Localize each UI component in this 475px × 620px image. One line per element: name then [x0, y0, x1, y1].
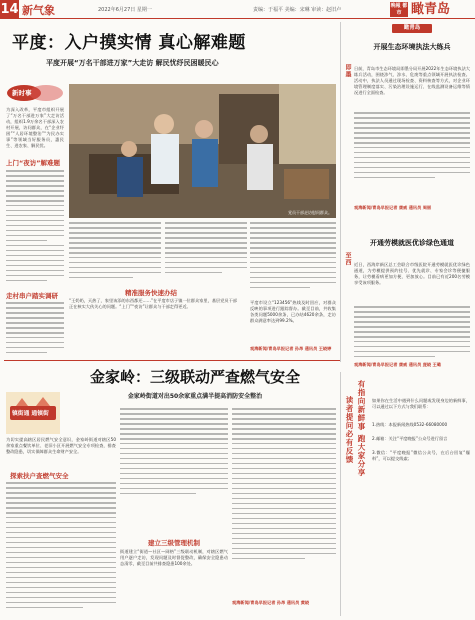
section-divider — [4, 360, 340, 361]
article-1-heading-2: 走村串户踏实调研 — [6, 292, 58, 300]
article-2-intro: 为切实提高辖区居民燃气安全意识，金家岭街道对辖区50余家重点餐饮单位、老旧小区开展燃气安全专项检查，排查整改隐患，切实保障群众生命财产安全。 — [6, 437, 116, 454]
article-2-headline — [50, 366, 340, 400]
article-2-title: 金家岭：三级联动严查燃气安全 — [89, 368, 300, 386]
badge-label: 新时事 — [12, 89, 32, 97]
section-title: 新气象 — [22, 4, 55, 17]
column-divider-2 — [340, 372, 341, 616]
article-1-heading-1: 上门“夜访”解难题 — [6, 159, 61, 167]
sidebar-article-lines — [354, 112, 470, 182]
article-2-col1-lines — [6, 482, 116, 612]
sidebar-bottom-item-1: 1.热线：本报新闻热线0532-66080000 — [372, 422, 448, 427]
article-1-byline: 观海新闻/青岛早报记者 孙昂 通讯员 王晓婷 — [250, 346, 332, 351]
article-1-title: 平度：入户摸实情 真心解难题 — [12, 33, 246, 53]
article-1-photo — [69, 84, 336, 218]
sidebar-tag: 瞰青岛 — [392, 24, 432, 33]
article-1-heading-3: 精准服务快速办结 — [125, 289, 177, 297]
sidebar-byline-2: 观海新闻/青岛早报记者 康威 通讯员 庞晓 王璐 — [354, 362, 441, 367]
article-2-col3-lines — [232, 408, 336, 563]
article-1-col2-text — [69, 222, 161, 282]
sidebar-bottom-item-3: 3.微信：“平度晚报”微信公众号，在后台回复“爆料”，可以提交线索； — [372, 450, 470, 461]
sidebar-bottom-vertical-2: 有指向新鲜事 跑大家分享 — [357, 380, 366, 478]
article-2-subtitle: 金家岭街道对出50余家重点满半提高消防安全整治 — [127, 393, 263, 400]
article-2-byline: 观海新闻/青岛早报记者 孙昂 通讯员 黄晓 — [232, 600, 310, 605]
page-header — [0, 0, 475, 19]
photo-visit-scene — [69, 84, 336, 218]
article-2-mid-text: 街道建立“街道—社区—网格”三级联动机制，对辖区燃气用户逐户走访，发现问题及时督促整改，确保安全隐患动态清零，截至目前共排查隐患100余处。 — [120, 549, 228, 566]
sidebar-article-2-title: 开通劳模就医优诊绿色通道 — [370, 239, 454, 247]
article-1-col1-text — [6, 170, 64, 285]
article-1-end-text: 平度市设立“123456”热线及时回应，对群众反映的事项进行跟踪督办。截至目前，共收集各类问题5000余条，已办结4620余条，走访群众满意率达到99.2%。 — [250, 300, 336, 323]
brand-box: 晚報 都市 — [390, 2, 408, 16]
brand-logo — [390, 2, 471, 17]
article-2-badge-image — [6, 392, 60, 434]
article-1-mid-text: “王奶奶，天热了，家里该添的东西都还……”在平度市店子镇一位群众家里，基层党员干部正在核实大伙关心的问题。“上门”“夜访”让群众与干部走得更近。 — [69, 298, 237, 309]
sidebar-article-2-lines — [354, 306, 470, 361]
article-1-intro: 为深入改革，平度市组织开展了“万名干部进万家”大走访活动，组织1.9万余名干部深入农村开展，访问群众，在“企业纾困”“人居环境整治”“为民办实事”等领域当好服务员，惠民生、进农家、解民忧。 — [6, 107, 64, 148]
article-1-col3-text — [165, 222, 247, 277]
photo-caption: 党员干部走访慰问群众。 — [288, 210, 332, 215]
article-2-heading-1: 探索扶户查燃气安全 — [10, 472, 69, 480]
sidebar-article-body: 日前，青岛市生态环境局即墨分局开展2022年生态环境执法大练兵活动，围绕涉气、涉水、危废等重点领域开展执法检查。活动中，执法人员通过现场检查、资料核查等方式，对企业环境管理制度落实、污染治理设施运行、在线监测设备运维等情况进行全面检查。 — [354, 66, 470, 95]
sidebar-bottom-note: 如果你在生活中遇到什么问题或发现身边的新鲜事，可以通过以下方式与我们联系： — [372, 398, 470, 409]
brand-name: 瞰青岛 — [411, 2, 451, 17]
column-divider — [340, 22, 341, 362]
sidebar-vertical-label: 即墨 — [344, 64, 351, 78]
article-2-badge-label: 镇街通 通镇街 — [12, 411, 49, 417]
article-1-col4-text — [250, 222, 336, 292]
sidebar-article-2-body: 近日，西海岸新区总工会联合市级医院开通劳模就医优诊绿色通道，为劳模提供预约挂号、优先就诊、专家会诊等便捷服务，让劳模看病更加方便、更加放心。目前已有近200名劳模享受该项服务。 — [354, 262, 470, 285]
sidebar-article-title: 开展生态环境执法大练兵 — [373, 43, 451, 51]
article-1-col1-text-2 — [6, 302, 64, 357]
sidebar-bottom-item-2: 2.邮箱：关注“平度晚报”公众号进行留言 — [372, 436, 448, 441]
badge-new-era — [6, 84, 64, 102]
sidebar-bottom-vertical-1: 读者提问必有反馈 — [345, 396, 354, 464]
publish-date: 2022年6月27日 星期一 — [98, 7, 152, 13]
sidebar-vertical-label-2: 至西 — [344, 252, 351, 266]
page-number: 14 — [0, 2, 19, 17]
article-2-col2-lines — [120, 408, 228, 498]
article-1-headline — [8, 28, 380, 68]
article-2-heading-2: 建立三级管理机制 — [148, 539, 200, 547]
article-1-subtitle: 平度开展“万名干部进万家”大走访 解民忧纾民困暖民心 — [46, 59, 219, 67]
sidebar-byline: 观海新闻/青岛早报记者 康威 通讯员 周丽 — [354, 205, 432, 210]
editor-credits: 责编：于福平 美编：宋琳 审读：赵旧卢 — [253, 7, 342, 13]
